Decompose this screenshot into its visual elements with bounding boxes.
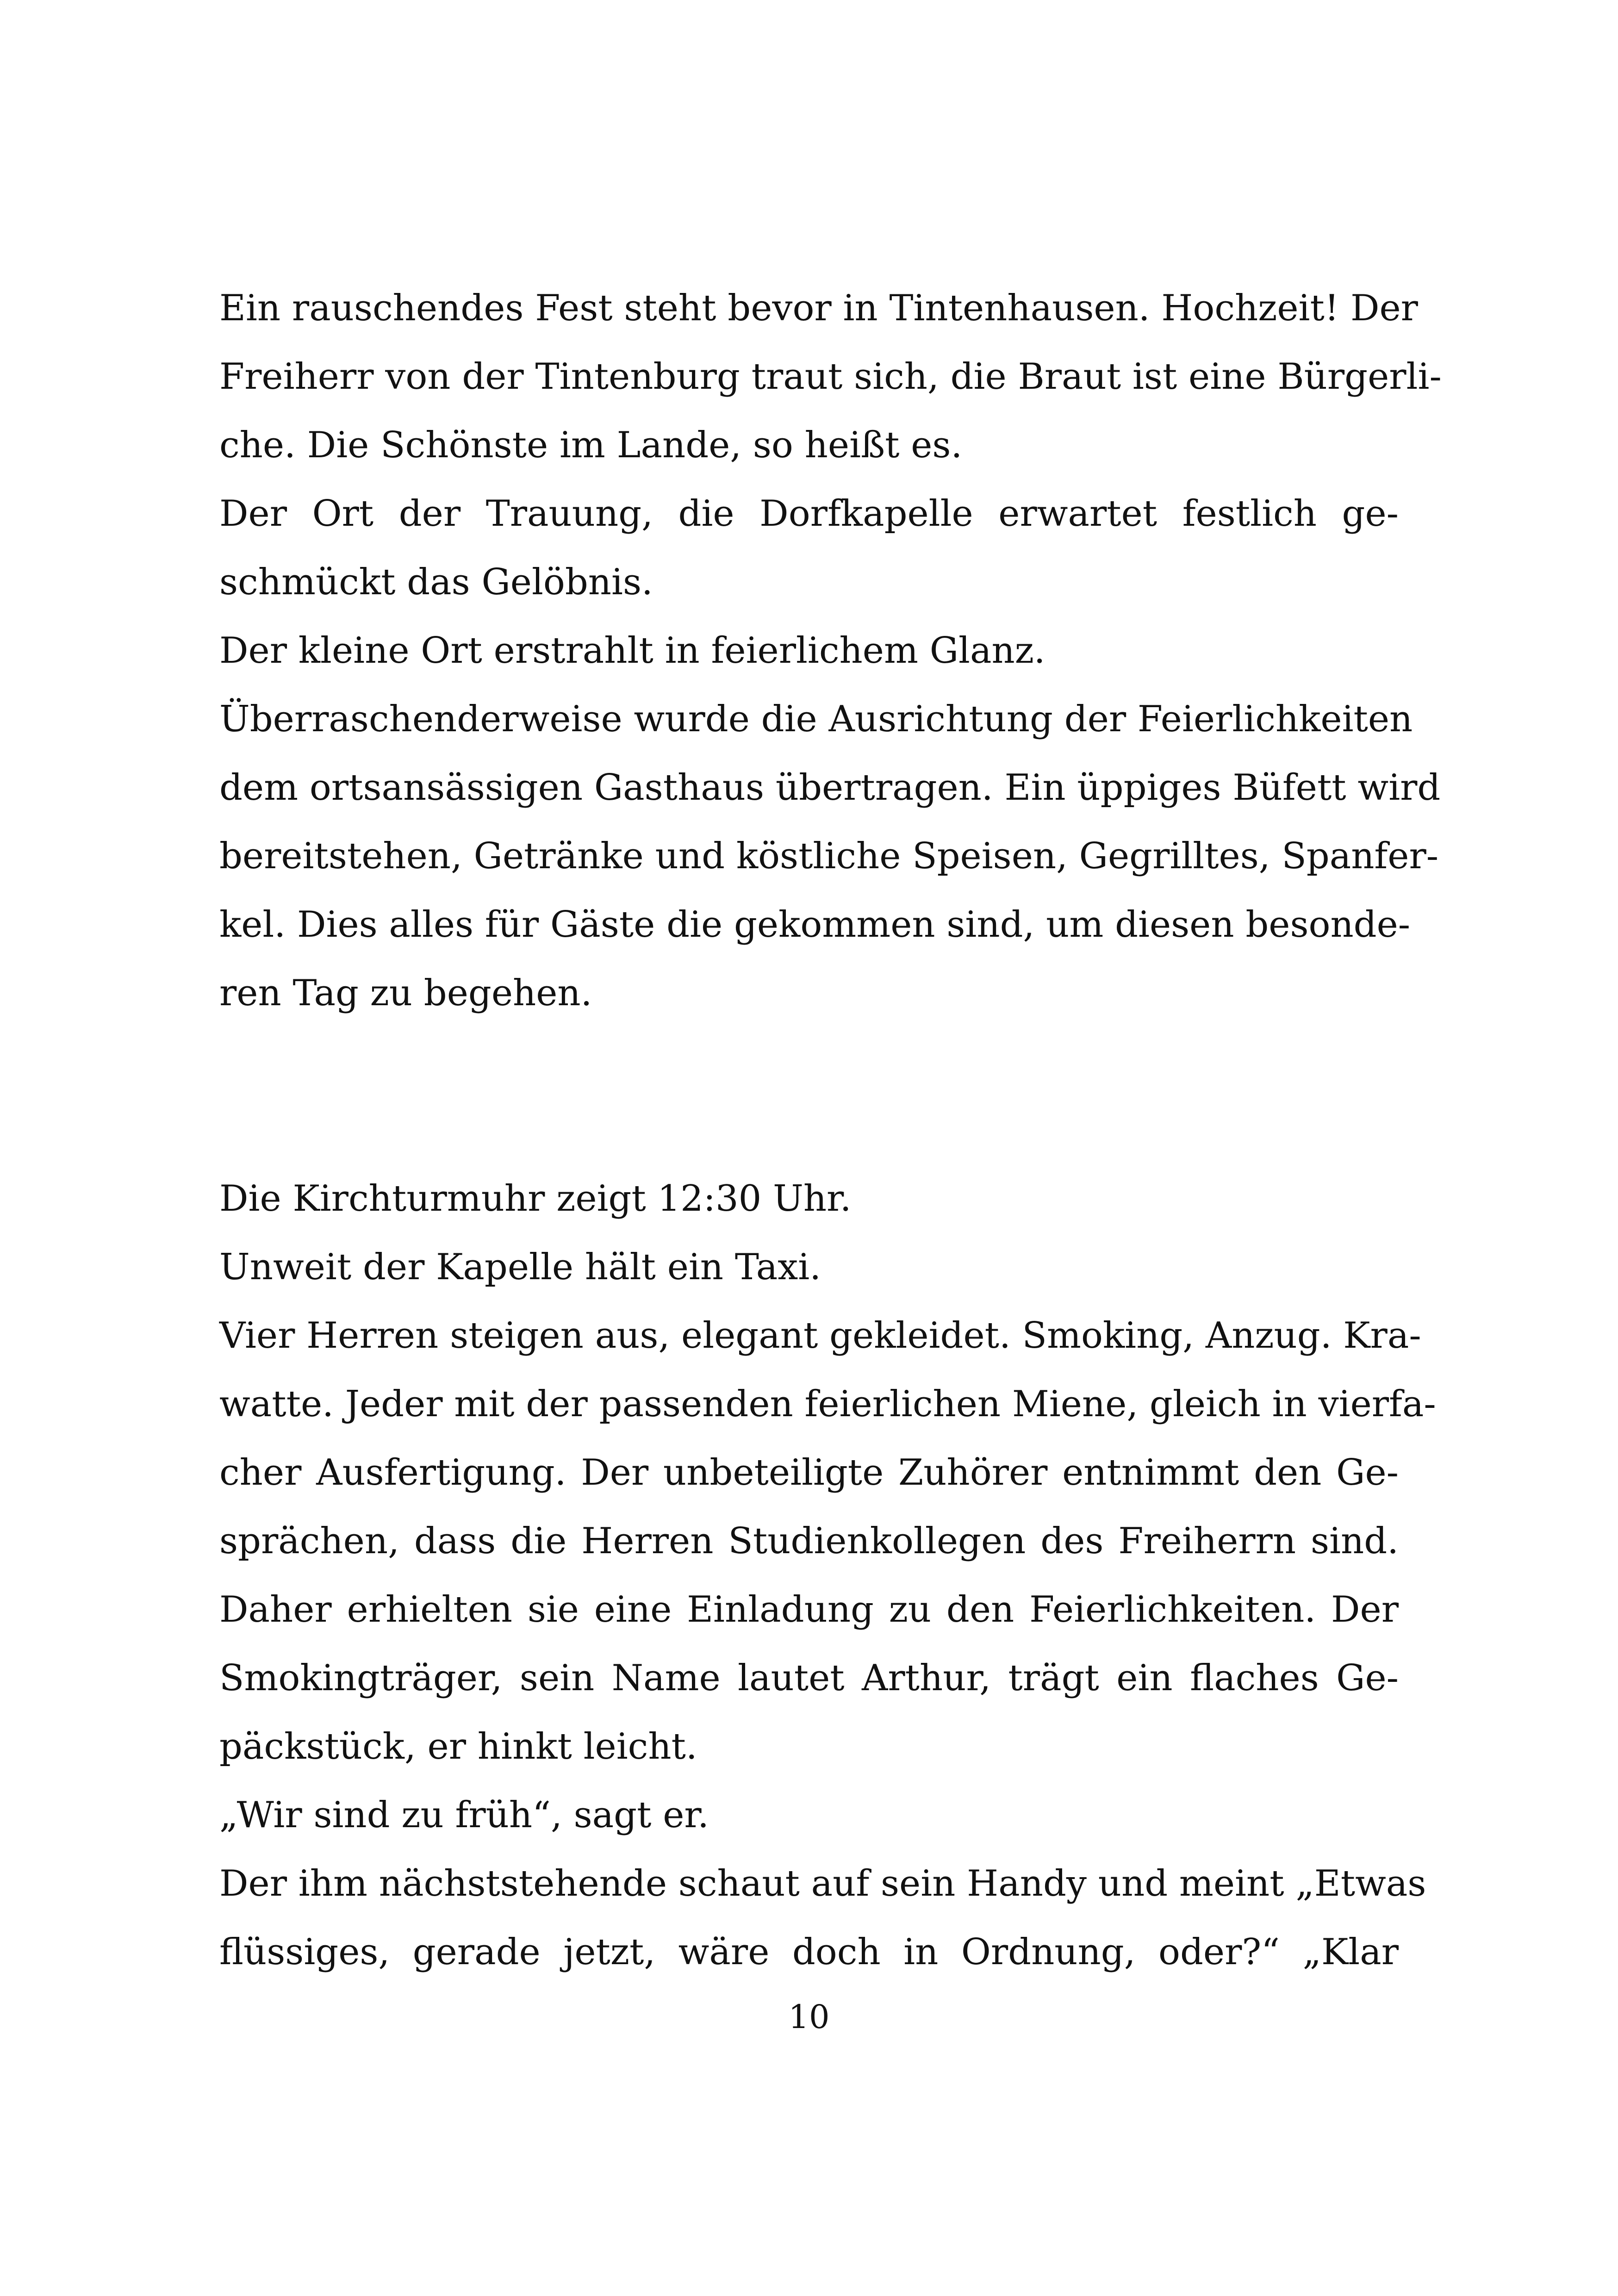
text-line: Der kleine Ort erstrahlt in feierlichem Glanz. [219, 630, 1045, 672]
text-line: Überraschenderweise wurde die Ausrichtung der Feierlichkeiten [219, 698, 1413, 740]
section-gap [219, 1027, 1399, 1164]
text-line: sprächen, dass die Herren Studienkollegen des Freiherrn sind. [219, 1520, 1399, 1562]
text-line: Der Ort der Trauung, die Dorfkapelle erwartet festlich ge- [219, 493, 1399, 535]
text-line: schmückt das Gelöbnis. [219, 561, 653, 603]
text-line: flüssiges, gerade jetzt, wäre doch in Ordnung, oder?“ „Klar [219, 1931, 1399, 1973]
text-line: „Wir sind zu früh“, sagt er. [219, 1794, 709, 1836]
text-section-wedding-intro [219, 274, 1442, 1027]
text-line: watte. Jeder mit der passenden feierlichen Miene, gleich in vierfa- [219, 1383, 1436, 1425]
text-line: Der ihm nächststehende schaut auf sein Handy und meint „Etwas [219, 1863, 1426, 1904]
text-line: päckstück, er hinkt leicht. [219, 1726, 697, 1767]
text-line: Daher erhielten sie eine Einladung zu den Feierlichkeiten. Der [219, 1589, 1399, 1630]
text-line: cher Ausfertigung. Der unbeteiligte Zuhörer entnimmt den Ge- [219, 1452, 1399, 1493]
text-line: kel. Dies alles für Gäste die gekommen sind, um diesen besonde- [219, 904, 1411, 946]
text-line: bereitstehen, Getränke und köstliche Speisen, Gegrilltes, Spanfer- [219, 835, 1439, 877]
text-line: Freiherr von der Tintenburg traut sich, die Braut ist eine Bürgerli- [219, 356, 1442, 398]
text-line: Smokingträger, sein Name lautet Arthur, trägt ein flaches Ge- [219, 1657, 1399, 1699]
text-line: Ein rauschendes Fest steht bevor in Tintenhausen. Hochzeit! Der [219, 287, 1418, 329]
body-text [219, 274, 1442, 1986]
page-number: 10 [788, 1998, 830, 2036]
text-line: Unweit der Kapelle hält ein Taxi. [219, 1246, 821, 1288]
text-line: ren Tag zu begehen. [219, 972, 592, 1014]
text-line: dem ortsansässigen Gasthaus übertragen. Ein üppiges Büfett wird [219, 767, 1441, 809]
text-line: Die Kirchturmuhr zeigt 12:30 Uhr. [219, 1178, 852, 1220]
text-line: Vier Herren steigen aus, elegant gekleidet. Smoking, Anzug. Kra- [219, 1315, 1421, 1356]
text-line: che. Die Schönste im Lande, so heißt es. [219, 424, 963, 466]
text-section-arrival [219, 1164, 1436, 1986]
